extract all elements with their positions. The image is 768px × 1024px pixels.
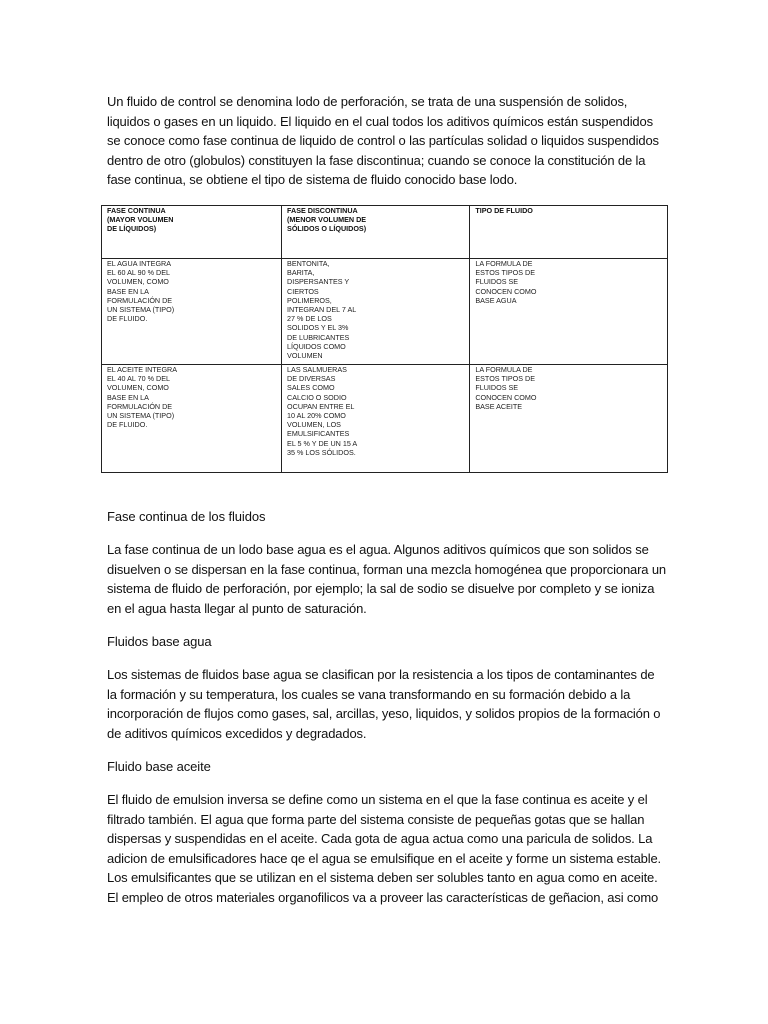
table-cell: BENTONITA, BARITA, DISPERSANTES Y CIERTOS POLIMEROS, INTEGRAN DEL 7 AL 27 % DE LOS SOLIDOS Y EL 3% DE LUBRICANTES LÍQUIDOS COMO VOLUMEN	[282, 259, 470, 365]
section-body-base-aceite: El fluido de emulsion inversa se define como un sistema en el que la fase continua es aceite y el filtrado también. El agua que forma parte del sistema consiste de pequeñas gotas que se hallan dispersas y suspendidas en el aceite. Cada gota de agua actua como una paricula de solidos. La adicion de emulsificadores hace qe el agua se emulsifique en el aceite y forme un sistema estable. Los emulsificantes que se utilizan en el sistema deben ser solubles tanto en agua como en aceite. El empleo de otros materiales organofilicos va a proveer las características de geñacion, asi como	[107, 792, 662, 905]
table-cell: EL AGUA INTEGRA EL 60 AL 90 % DEL VOLUMEN, COMO BASE EN LA FORMULACIÓN DE UN SISTEMA (TIPO) DE FLUIDO.	[102, 259, 282, 365]
section-heading-base-aceite: Fluido base aceite	[107, 759, 211, 774]
table-cell: LA FORMULA DE ESTOS TIPOS DE FLUIDOS SE CONOCEN COMO BASE AGUA	[470, 259, 668, 365]
table-cell: LAS SALMUERAS DE DIVERSAS SALES COMO CALCIO O SODIO OCUPAN ENTRE EL 10 AL 20% COMO VOLUMEN, LOS EMULSIFICANTES EL 5 % Y DE UN 15 A 35 % LOS SÓLIDOS.	[282, 365, 470, 473]
table-header-row	[102, 206, 668, 259]
section-heading-base-agua: Fluidos base agua	[107, 634, 212, 649]
header-fase-continua: FASE CONTINUA (MAYOR VOLUMEN DE LÍQUIDOS)	[102, 206, 282, 259]
header-tipo-fluido: TIPO DE FLUIDO	[470, 206, 668, 259]
section-heading-fase-continua: Fase continua de los fluidos	[107, 509, 266, 524]
table-row	[102, 365, 668, 473]
intro-paragraph: Un fluido de control se denomina lodo de perforación, se trata de una suspensión de solidos, liquidos o gases en un liquido. El liquido en el cual todos los aditivos químicos están suspendidos se conoce como fase continua de liquido de control o las partículas solidad o liquidos suspendidos dentro de otro (globulos) constituyen la fase discontinua; cuando se conoce la constitución de la fase continua, se obtiene el tipo de sistema de fluido conocido base lodo.	[107, 94, 659, 188]
section-body-fase-continua: La fase continua de un lodo base agua es el agua. Algunos aditivos químicos que son solidos se disuelven o se dispersan en la fase continua, forman una mezcla homogénea que proporcionara un sistema de fluido de perforación, por ejemplo; la sal de sodio se disuelve por completo y se ioniza en el agua hasta llegar al punto de saturación.	[107, 542, 666, 616]
section-body-base-agua: Los sistemas de fluidos base agua se clasifican por la resistencia a los tipos de contaminantes de la formación y su temperatura, los cuales se vana transformando en su formación debido a la incorporación de flujos como gases, sal, arcillas, yeso, liquidos, y solidos propios de la formación o de aditivos químicos excedidos y degradados.	[107, 667, 661, 741]
fluid-phase-table	[101, 205, 668, 473]
header-fase-discontinua: FASE DISCONTINUA (MENOR VOLUMEN DE SÓLIDOS O LÍQUIDOS)	[282, 206, 470, 259]
table-cell: EL ACEITE INTEGRA EL 40 AL 70 % DEL VOLUMEN, COMO BASE EN LA FORMULACIÓN DE UN SISTEMA (TIPO) DE FLUIDO.	[102, 365, 282, 473]
table-row	[102, 259, 668, 365]
table-cell: LA FORMULA DE ESTOS TIPOS DE FLUIDOS SE CONOCEN COMO BASE ACEITE	[470, 365, 668, 473]
